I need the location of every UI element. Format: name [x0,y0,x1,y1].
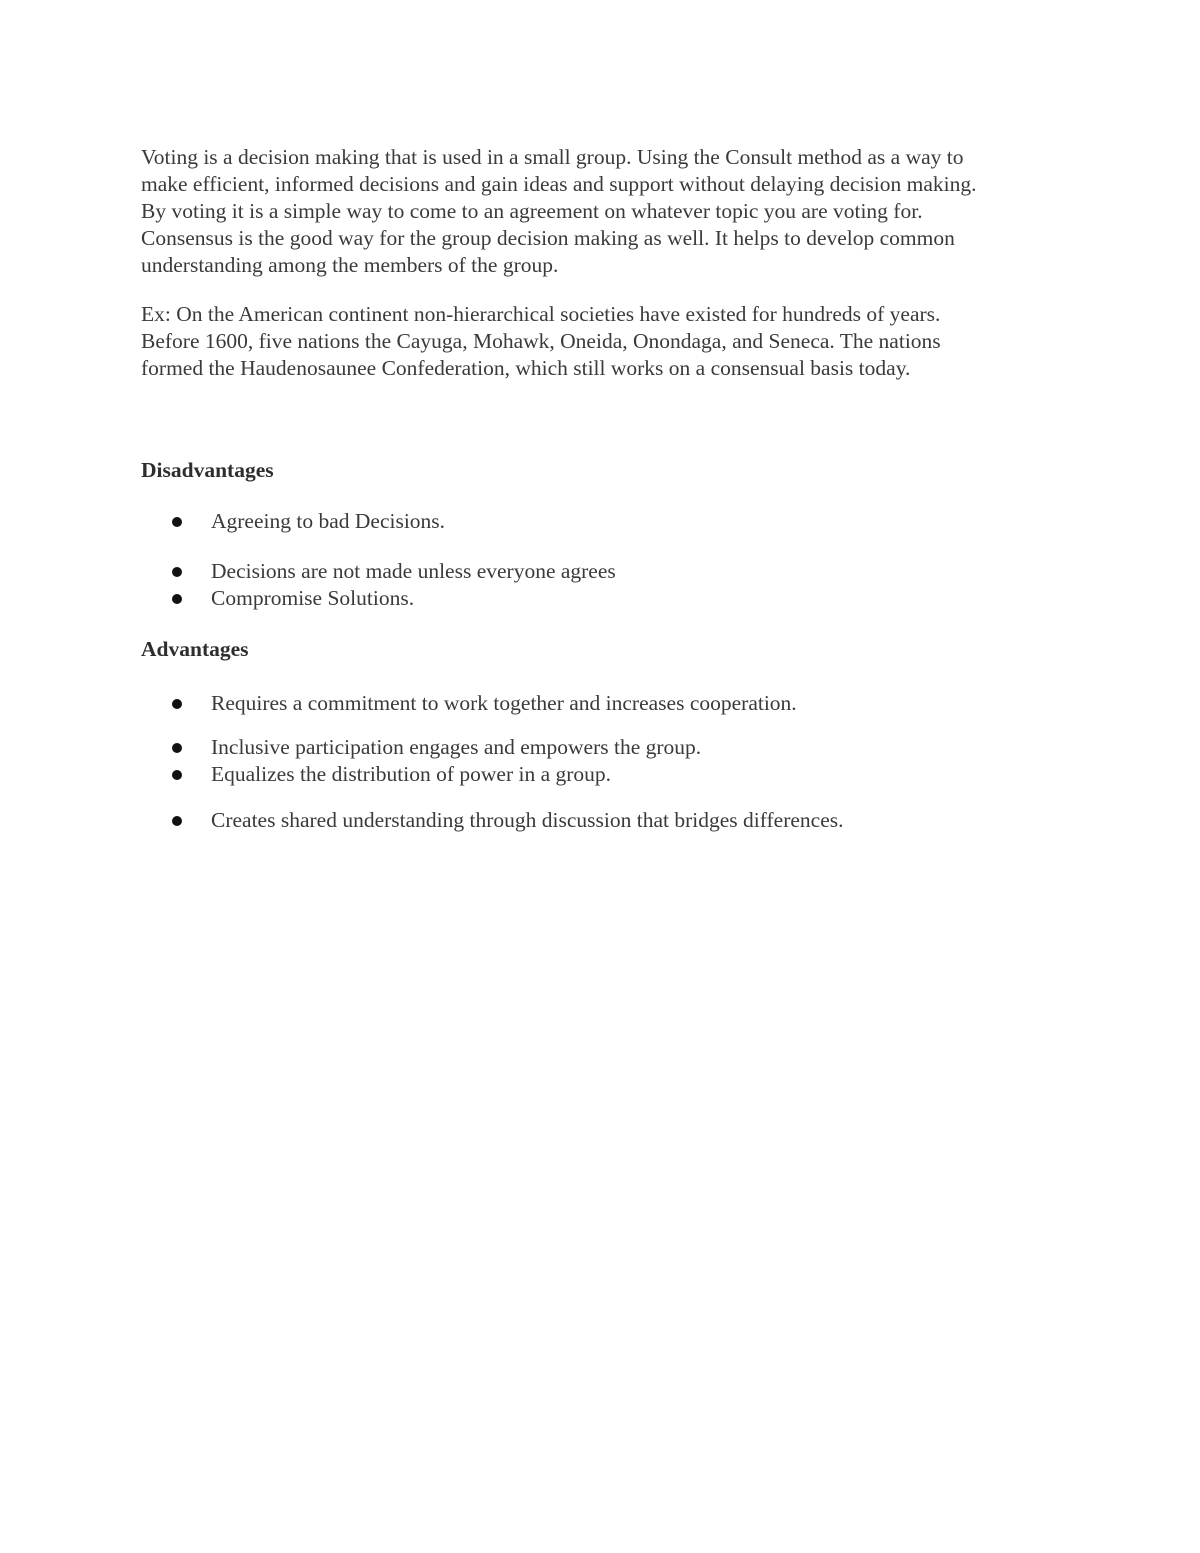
text-line: Ex: On the American continent non-hierarchical societies have existed for hundreds of years. [141,302,941,326]
list-item-text: Requires a commitment to work together and increases cooperation. [211,691,797,715]
text-line: By voting it is a simple way to come to an agreement on whatever topic you are voting for. [141,199,923,223]
text-line: Consensus is the good way for the group decision making as well. It helps to develop common [141,226,955,250]
list-item [172,558,616,585]
list-item [172,585,414,612]
intro-paragraph [141,144,1071,279]
list-item-text: Equalizes the distribution of power in a group. [211,762,612,786]
text-line: make efficient, informed decisions and gain ideas and support without delaying decision making. [141,172,977,196]
list-item [172,508,445,535]
advantages-heading: Advantages [141,637,249,661]
bullet-icon [172,816,182,826]
example-paragraph [141,301,1071,382]
text-line: formed the Haudenosaunee Confederation, which still works on a consensual basis today. [141,356,911,380]
bullet-icon [172,567,182,577]
list-item-text: Decisions are not made unless everyone agrees [211,559,616,583]
text-line: Voting is a decision making that is used in a small group. Using the Consult method as a way to [141,145,964,169]
bullet-icon [172,699,182,709]
disadvantages-heading: Disadvantages [141,458,274,482]
list-item [172,734,701,761]
list-item-text: Inclusive participation engages and empowers the group. [211,735,702,759]
bullet-icon [172,743,182,753]
list-item [172,690,797,717]
bullet-icon [172,594,182,604]
bullet-icon [172,517,182,527]
text-line: Before 1600, five nations the Cayuga, Mohawk, Oneida, Onondaga, and Seneca. The nations [141,329,941,353]
bullet-icon [172,770,182,780]
list-item-text: Agreeing to bad Decisions. [211,509,446,533]
list-item [172,807,844,834]
list-item [172,761,611,788]
list-item-text: Creates shared understanding through discussion that bridges differences. [211,808,844,832]
list-item-text: Compromise Solutions. [211,586,415,610]
text-line: understanding among the members of the group. [141,253,559,277]
